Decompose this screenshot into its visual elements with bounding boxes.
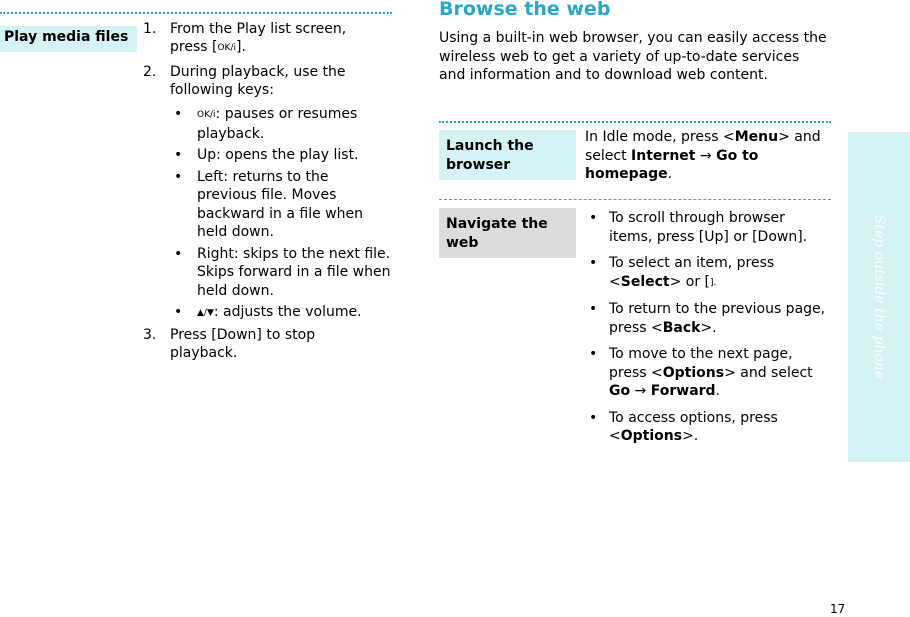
ok-key-icon: ]. xyxy=(710,277,717,288)
navigate-list xyxy=(584,209,830,454)
list-item-text: : pauses or resumes playback. xyxy=(197,106,358,142)
key-list xyxy=(170,105,392,326)
menu-key: Back xyxy=(662,319,701,336)
menu-item: Forward xyxy=(650,383,716,399)
bullet: • xyxy=(589,255,598,271)
text: . xyxy=(715,383,721,399)
step-text: Press [Down] to stop playback. xyxy=(170,327,316,361)
list-item xyxy=(584,209,830,246)
list-item-text: Left: returns to the previous file. Moves backward in a file when held down. xyxy=(197,168,363,240)
menu-item: Go xyxy=(609,383,631,399)
bullet: • xyxy=(174,245,183,262)
ok-key-icon: OK/i xyxy=(197,110,216,120)
text: To move to the next page, press < xyxy=(609,346,793,381)
up-down-key-icon: ▲/▼ xyxy=(197,308,214,318)
text: In Idle mode, press < xyxy=(585,129,735,145)
menu-key: Select xyxy=(620,273,670,290)
launch-text xyxy=(585,128,825,184)
text: >. xyxy=(682,428,699,444)
side-tab-label: Step outside the phone xyxy=(871,214,887,380)
menu-key: Options xyxy=(620,428,683,444)
bullet: • xyxy=(174,168,183,185)
list-item xyxy=(584,345,830,401)
section-label-navigate-web: Navigate the web xyxy=(439,208,576,258)
bullet: • xyxy=(174,304,183,320)
bullet: • xyxy=(174,106,183,122)
menu-key: Menu xyxy=(734,129,779,145)
list-item xyxy=(584,254,830,292)
menu-key: Options xyxy=(662,364,725,381)
text: >. xyxy=(700,319,717,336)
step-text: During playback, use the following keys: xyxy=(170,64,346,98)
page-number: 17 xyxy=(830,602,846,616)
section-divider xyxy=(439,199,831,200)
step-number: 1. xyxy=(143,21,157,37)
step-number: 3. xyxy=(143,327,157,343)
bullet: • xyxy=(589,210,598,226)
text: > and select xyxy=(724,364,813,381)
section-label-launch-browser: Launch the browser xyxy=(439,130,576,180)
menu-item: Go to homepage xyxy=(585,147,759,182)
page-title: Browse the web xyxy=(439,0,611,20)
section-divider xyxy=(439,121,831,123)
list-item xyxy=(170,168,392,242)
step-2 xyxy=(143,63,393,99)
step-text: ]. xyxy=(235,39,246,55)
arrow: → xyxy=(630,383,651,399)
text: > and select xyxy=(585,129,821,164)
list-item-text: To scroll through browser items, press [Up] or [Down]. xyxy=(609,210,808,245)
bullet: • xyxy=(174,147,183,163)
bullet: • xyxy=(589,346,598,362)
list-item xyxy=(170,105,392,143)
intro-text: Using a built-in web browser, you can easily access the wireless web to get a variety of up-to-date services and information and to download web content. xyxy=(439,30,827,83)
list-item xyxy=(584,300,830,337)
step-1 xyxy=(143,20,393,57)
text: To select an item, press < xyxy=(609,255,775,290)
text: > or [ xyxy=(669,273,711,290)
list-item-text: Up: opens the play list. xyxy=(197,147,359,163)
text: To return to the previous page, press < xyxy=(609,301,826,336)
list-item xyxy=(170,146,392,165)
section-divider xyxy=(0,12,392,14)
menu-item: Internet xyxy=(631,147,696,164)
text: To access options, press < xyxy=(609,409,778,444)
step-text: From the Play list screen, xyxy=(170,21,347,37)
list-item xyxy=(170,303,392,323)
arrow: → xyxy=(695,147,717,164)
bullet: • xyxy=(589,301,598,317)
side-tab-label-wrap xyxy=(848,132,910,462)
bullet: • xyxy=(589,409,598,426)
step-text: press [ xyxy=(170,39,218,55)
list-item xyxy=(584,409,830,446)
list-item-text: : adjusts the volume. xyxy=(213,304,362,320)
text: . xyxy=(667,166,673,182)
list-item xyxy=(170,245,392,301)
ok-key-icon: OK/i xyxy=(217,43,236,53)
step-3 xyxy=(143,326,353,362)
step-number: 2. xyxy=(143,64,157,80)
section-label-play-media: Play media files xyxy=(0,26,137,52)
list-item-text: Right: skips to the next file. Skips forward in a file when held down. xyxy=(197,245,391,299)
